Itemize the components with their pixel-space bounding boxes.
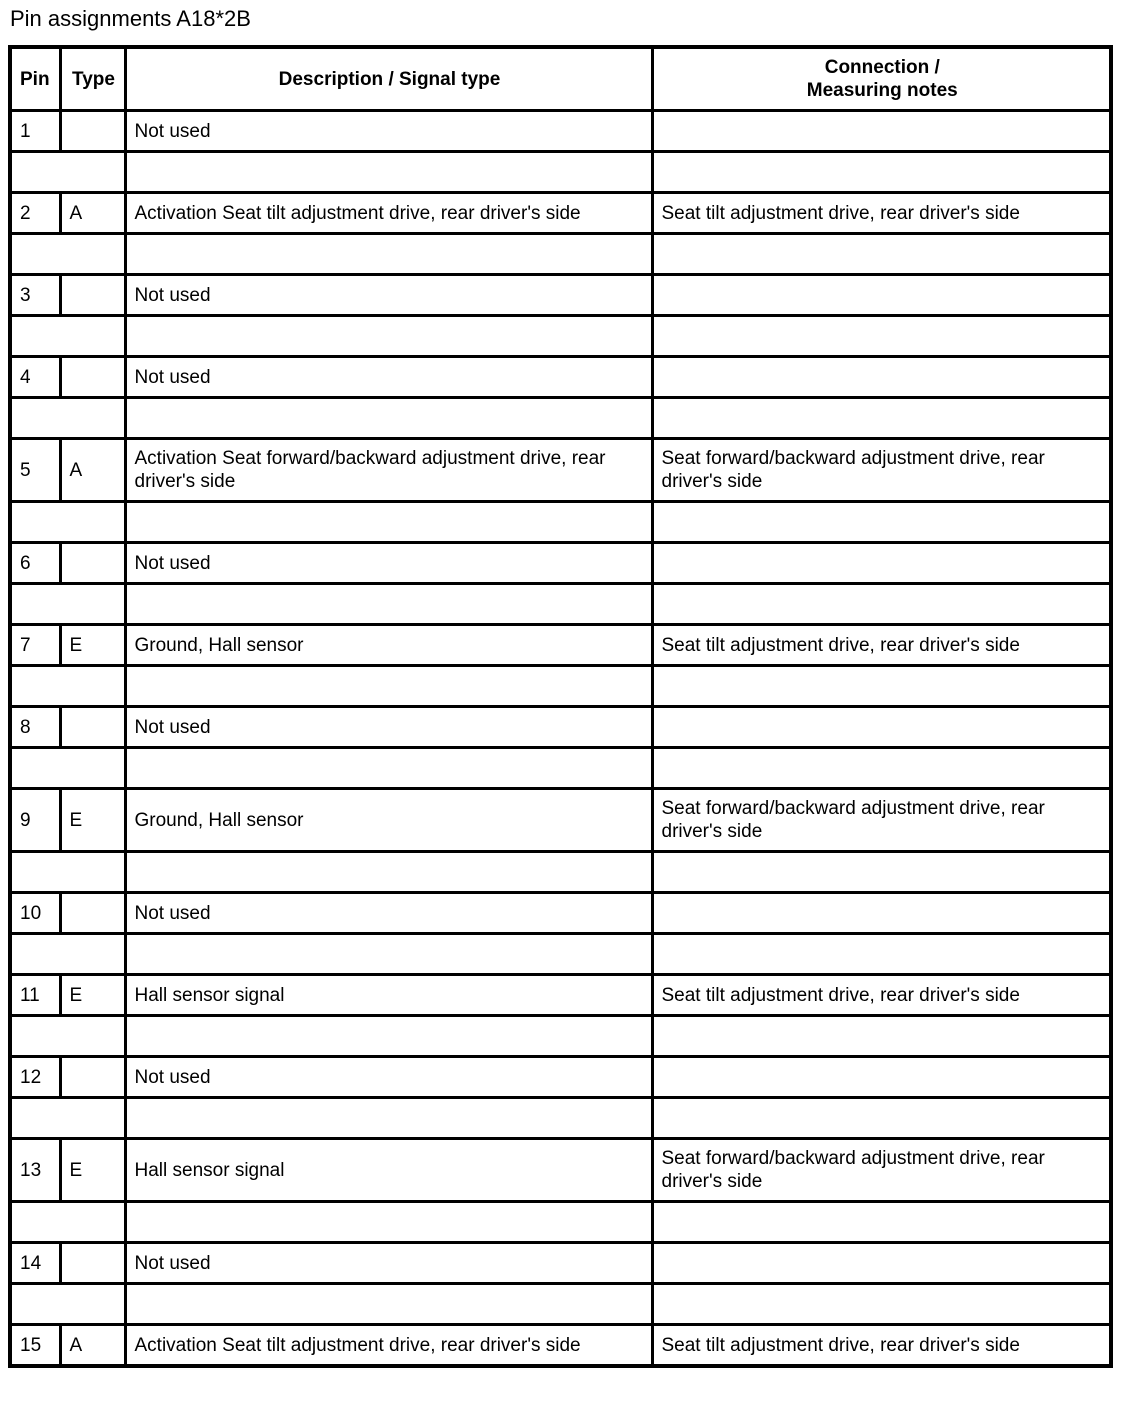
spacer-pin-type-cell xyxy=(10,584,125,625)
header-pin: Pin xyxy=(10,47,60,111)
spacer-row xyxy=(10,1284,1111,1325)
spacer-description-cell xyxy=(125,584,652,625)
spacer-row xyxy=(10,316,1111,357)
description-cell: Not used xyxy=(125,893,652,934)
type-cell xyxy=(60,275,125,316)
spacer-description-cell xyxy=(125,748,652,789)
description-cell: Not used xyxy=(125,111,652,152)
spacer-description-cell xyxy=(125,398,652,439)
notes-cell: Seat tilt adjustment drive, rear driver's side xyxy=(652,1325,1111,1367)
description-cell: Ground, Hall sensor xyxy=(125,789,652,852)
table-header-row xyxy=(10,47,1111,111)
spacer-pin-type-cell xyxy=(10,748,125,789)
notes-cell: Seat forward/backward adjustment drive, rear driver's side xyxy=(652,789,1111,852)
spacer-description-cell xyxy=(125,666,652,707)
description-cell: Not used xyxy=(125,1057,652,1098)
table-row xyxy=(10,1325,1111,1367)
spacer-pin-type-cell xyxy=(10,1098,125,1139)
type-cell: E xyxy=(60,1139,125,1202)
spacer-notes-cell xyxy=(652,1202,1111,1243)
pin-cell: 2 xyxy=(10,193,60,234)
spacer-description-cell xyxy=(125,1284,652,1325)
header-description: Description / Signal type xyxy=(125,47,652,111)
header-connection-line1: Connection / xyxy=(824,57,940,78)
type-cell: E xyxy=(60,975,125,1016)
pin-cell: 8 xyxy=(10,707,60,748)
notes-cell xyxy=(652,111,1111,152)
description-cell: Not used xyxy=(125,1243,652,1284)
type-cell: E xyxy=(60,789,125,852)
description-cell: Not used xyxy=(125,357,652,398)
table-row xyxy=(10,789,1111,852)
pin-cell: 13 xyxy=(10,1139,60,1202)
spacer-row xyxy=(10,934,1111,975)
type-cell xyxy=(60,1057,125,1098)
description-cell: Activation Seat tilt adjustment drive, rear driver's side xyxy=(125,1325,652,1367)
spacer-description-cell xyxy=(125,502,652,543)
notes-cell xyxy=(652,1243,1111,1284)
table-row xyxy=(10,543,1111,584)
table-row xyxy=(10,439,1111,502)
spacer-description-cell xyxy=(125,1202,652,1243)
pin-cell: 5 xyxy=(10,439,60,502)
pin-assignment-table-container xyxy=(8,45,1109,1368)
spacer-pin-type-cell xyxy=(10,316,125,357)
spacer-pin-type-cell xyxy=(10,852,125,893)
pin-cell: 9 xyxy=(10,789,60,852)
spacer-description-cell xyxy=(125,316,652,357)
type-cell: A xyxy=(60,1325,125,1367)
table-row xyxy=(10,893,1111,934)
table-row xyxy=(10,193,1111,234)
spacer-pin-type-cell xyxy=(10,666,125,707)
type-cell: A xyxy=(60,193,125,234)
spacer-pin-type-cell xyxy=(10,1202,125,1243)
notes-cell: Seat forward/backward adjustment drive, rear driver's side xyxy=(652,439,1111,502)
pin-cell: 7 xyxy=(10,625,60,666)
pin-cell: 12 xyxy=(10,1057,60,1098)
table-row xyxy=(10,625,1111,666)
spacer-row xyxy=(10,584,1111,625)
table-row xyxy=(10,1057,1111,1098)
spacer-notes-cell xyxy=(652,934,1111,975)
description-cell: Activation Seat forward/backward adjustment drive, rear driver's side xyxy=(125,439,652,502)
notes-cell xyxy=(652,893,1111,934)
spacer-pin-type-cell xyxy=(10,398,125,439)
spacer-row xyxy=(10,666,1111,707)
pin-cell: 10 xyxy=(10,893,60,934)
spacer-row xyxy=(10,234,1111,275)
type-cell xyxy=(60,893,125,934)
pin-cell: 15 xyxy=(10,1325,60,1367)
description-cell: Activation Seat tilt adjustment drive, rear driver's side xyxy=(125,193,652,234)
spacer-notes-cell xyxy=(652,152,1111,193)
spacer-row xyxy=(10,1016,1111,1057)
description-cell: Ground, Hall sensor xyxy=(125,625,652,666)
description-cell: Not used xyxy=(125,707,652,748)
table-row xyxy=(10,275,1111,316)
pin-cell: 14 xyxy=(10,1243,60,1284)
table-row xyxy=(10,357,1111,398)
notes-cell xyxy=(652,275,1111,316)
pin-cell: 11 xyxy=(10,975,60,1016)
spacer-notes-cell xyxy=(652,748,1111,789)
description-cell: Hall sensor signal xyxy=(125,975,652,1016)
spacer-pin-type-cell xyxy=(10,152,125,193)
pin-cell: 4 xyxy=(10,357,60,398)
spacer-notes-cell xyxy=(652,584,1111,625)
type-cell: E xyxy=(60,625,125,666)
header-connection xyxy=(652,47,1111,111)
spacer-row xyxy=(10,1098,1111,1139)
spacer-row xyxy=(10,398,1111,439)
spacer-description-cell xyxy=(125,152,652,193)
description-cell: Not used xyxy=(125,543,652,584)
pin-cell: 1 xyxy=(10,111,60,152)
spacer-notes-cell xyxy=(652,1016,1111,1057)
table-row xyxy=(10,975,1111,1016)
spacer-description-cell xyxy=(125,1016,652,1057)
type-cell: A xyxy=(60,439,125,502)
document-title: Pin assignments A18*2B xyxy=(10,6,251,31)
table-body xyxy=(10,111,1111,1367)
table-row xyxy=(10,111,1111,152)
spacer-notes-cell xyxy=(652,398,1111,439)
notes-cell: Seat tilt adjustment drive, rear driver's side xyxy=(652,193,1111,234)
header-connection-line2: Measuring notes xyxy=(806,80,958,101)
description-cell: Hall sensor signal xyxy=(125,1139,652,1202)
pin-assignment-table xyxy=(8,45,1113,1368)
type-cell xyxy=(60,1243,125,1284)
notes-cell xyxy=(652,1057,1111,1098)
notes-cell xyxy=(652,543,1111,584)
spacer-notes-cell xyxy=(652,666,1111,707)
header-type: Type xyxy=(60,47,125,111)
spacer-notes-cell xyxy=(652,234,1111,275)
spacer-row xyxy=(10,502,1111,543)
spacer-pin-type-cell xyxy=(10,1016,125,1057)
spacer-description-cell xyxy=(125,234,652,275)
spacer-notes-cell xyxy=(652,502,1111,543)
notes-cell: Seat tilt adjustment drive, rear driver's side xyxy=(652,975,1111,1016)
description-cell: Not used xyxy=(125,275,652,316)
spacer-notes-cell xyxy=(652,852,1111,893)
type-cell xyxy=(60,707,125,748)
notes-cell xyxy=(652,357,1111,398)
spacer-pin-type-cell xyxy=(10,234,125,275)
spacer-description-cell xyxy=(125,934,652,975)
spacer-notes-cell xyxy=(652,316,1111,357)
spacer-pin-type-cell xyxy=(10,934,125,975)
table-row xyxy=(10,707,1111,748)
spacer-description-cell xyxy=(125,852,652,893)
notes-cell: Seat tilt adjustment drive, rear driver's side xyxy=(652,625,1111,666)
type-cell xyxy=(60,357,125,398)
spacer-row xyxy=(10,748,1111,789)
pin-cell: 6 xyxy=(10,543,60,584)
notes-cell xyxy=(652,707,1111,748)
type-cell xyxy=(60,111,125,152)
spacer-pin-type-cell xyxy=(10,502,125,543)
spacer-pin-type-cell xyxy=(10,1284,125,1325)
spacer-row xyxy=(10,152,1111,193)
spacer-row xyxy=(10,1202,1111,1243)
spacer-description-cell xyxy=(125,1098,652,1139)
table-row xyxy=(10,1139,1111,1202)
pin-cell: 3 xyxy=(10,275,60,316)
table-row xyxy=(10,1243,1111,1284)
notes-cell: Seat forward/backward adjustment drive, rear driver's side xyxy=(652,1139,1111,1202)
spacer-row xyxy=(10,852,1111,893)
type-cell xyxy=(60,543,125,584)
spacer-notes-cell xyxy=(652,1098,1111,1139)
spacer-notes-cell xyxy=(652,1284,1111,1325)
